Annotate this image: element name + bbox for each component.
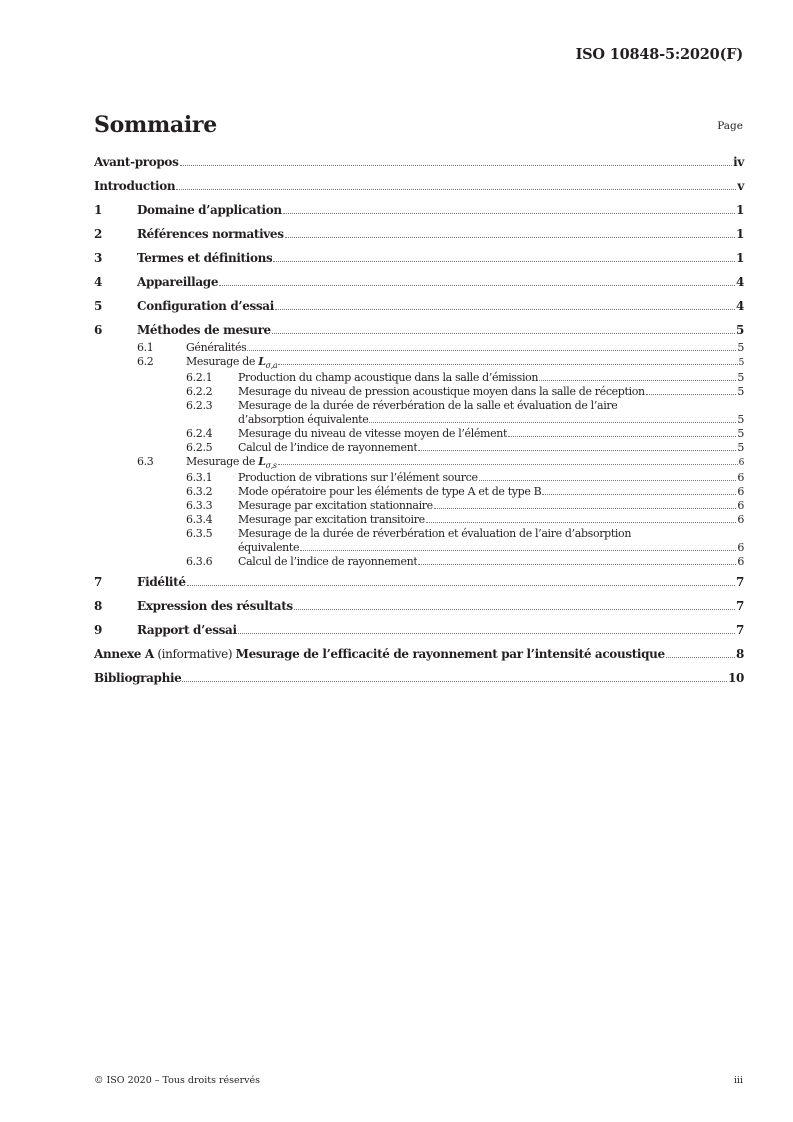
toc-entry-2[interactable] — [94, 227, 744, 251]
toc-entry-5[interactable] — [94, 299, 744, 323]
toc-entry-page: 4 — [736, 275, 744, 289]
dot-leader — [418, 450, 736, 451]
toc-entry-8[interactable] — [94, 599, 744, 623]
footer-copyright: © ISO 2020 – Tous droits réservés — [94, 1075, 261, 1086]
toc-entry-page: 5 — [737, 371, 744, 384]
toc-entry-page: 5 — [737, 441, 744, 454]
toc-entry-3[interactable] — [94, 251, 744, 275]
dot-leader — [275, 309, 735, 310]
toc-entry-6-3-4[interactable] — [94, 513, 744, 527]
toc-entry-page: 6 — [737, 485, 744, 498]
annex-label: Annexe A — [94, 647, 154, 661]
toc-entry-4[interactable] — [94, 275, 744, 299]
toc-entry-page: 1 — [736, 203, 744, 217]
symbol-subscript: σ,s — [265, 461, 277, 470]
table-of-contents — [94, 155, 744, 695]
toc-entry-text: Mesurage de la durée de réverbération et évaluation de l’aire d’absorption — [238, 527, 632, 540]
toc-entry-number: 5 — [94, 299, 102, 313]
dot-leader — [666, 657, 735, 658]
toc-entry-text: Domaine d’application — [137, 203, 282, 217]
toc-entry-avant-propos[interactable] — [94, 155, 744, 179]
dot-leader — [180, 165, 733, 166]
toc-entry-number: 6.3 — [137, 455, 154, 468]
toc-entry-6-3-1[interactable] — [94, 471, 744, 485]
toc-entry-page: 5 — [737, 413, 744, 426]
toc-entry-page: 7 — [736, 599, 744, 613]
toc-entry-number: 6.2.5 — [186, 441, 213, 454]
dot-leader — [508, 436, 736, 437]
toc-entry-number: 6.3.6 — [186, 555, 213, 568]
toc-entry-text: Fidélité — [137, 575, 186, 589]
toc-entry-page: 8 — [736, 647, 744, 661]
toc-entry-text: Termes et définitions — [137, 251, 273, 265]
toc-entry-text-prefix: Mesurage de — [186, 355, 259, 368]
toc-entry-number: 6.2.2 — [186, 385, 213, 398]
toc-entry-text: Références normatives — [137, 227, 284, 241]
toc-entry-introduction[interactable] — [94, 179, 744, 203]
toc-entry-number: 2 — [94, 227, 102, 241]
toc-entry-text: Mode opératoire pour les éléments de type A et de type B — [238, 485, 542, 498]
dot-leader — [278, 464, 738, 465]
toc-entry-7[interactable] — [94, 575, 744, 599]
symbol-l: L — [258, 355, 266, 368]
toc-entry-page: 6 — [737, 513, 744, 526]
toc-entry-number: 6.2.1 — [186, 371, 213, 384]
toc-entry-number: 6.2.4 — [186, 427, 213, 440]
toc-entry-number: 6 — [94, 323, 102, 337]
toc-entry-text: Bibliographie — [94, 671, 182, 685]
toc-entry-page: 5 — [737, 341, 744, 354]
toc-entry-text: Mesurage du niveau de pression acoustique moyen dans la salle de réception — [238, 385, 645, 398]
toc-entry-number: 6.2.3 — [186, 399, 213, 412]
toc-entry-6[interactable] — [94, 323, 744, 341]
toc-entry-page: 7 — [736, 623, 744, 637]
toc-entry-text: Calcul de l’indice de rayonnement — [238, 555, 418, 568]
dot-leader — [285, 237, 735, 238]
toc-entry-number: 9 — [94, 623, 102, 637]
dot-leader — [426, 522, 737, 523]
toc-entry-6-2-5[interactable] — [94, 441, 744, 455]
toc-entry-text: Mesurage par excitation stationnaire — [238, 499, 433, 512]
toc-entry-9[interactable] — [94, 623, 744, 647]
toc-entry-6-2-3-continuation[interactable] — [94, 413, 744, 427]
toc-entry-number: 8 — [94, 599, 102, 613]
toc-entry-number: 6.2 — [137, 355, 154, 368]
toc-entry-page: 6 — [737, 499, 744, 512]
toc-entry-text: équivalente — [238, 541, 300, 554]
toc-entry-page: 5 — [738, 358, 744, 368]
toc-entry-number: 6.3.3 — [186, 499, 213, 512]
toc-entry-number: 6.1 — [137, 341, 154, 354]
toc-entry-number: 1 — [94, 203, 102, 217]
toc-entry-page: 7 — [736, 575, 744, 589]
dot-leader — [646, 394, 737, 395]
toc-entry-1[interactable] — [94, 203, 744, 227]
toc-entry-number: 3 — [94, 251, 102, 265]
toc-entry-annex-a[interactable] — [94, 647, 744, 671]
dot-leader — [539, 380, 736, 381]
dot-leader — [278, 364, 737, 365]
dot-leader — [434, 508, 737, 509]
dot-leader — [283, 213, 735, 214]
toc-entry-page: 5 — [737, 385, 744, 398]
toc-entry-6-2-1[interactable] — [94, 371, 744, 385]
toc-entry-text: Mesurage par excitation transitoire — [238, 513, 425, 526]
toc-entry-page: 5 — [736, 323, 744, 337]
annex-title: Mesurage de l’efficacité de rayonnement par l’intensité acoustique — [235, 647, 665, 661]
toc-entry-number: 7 — [94, 575, 102, 589]
toc-entry-page: iv — [733, 155, 744, 169]
toc-entry-number: 4 — [94, 275, 102, 289]
toc-entry-6-3[interactable] — [94, 455, 744, 471]
footer-page-number: iii — [733, 1075, 743, 1086]
toc-entry-6-3-5[interactable] — [94, 527, 744, 541]
toc-entry-text: d’absorption équivalente — [238, 413, 369, 426]
symbol-l: L — [258, 455, 266, 468]
toc-entry-text: Appareillage — [137, 275, 219, 289]
toc-entry-text — [94, 647, 665, 661]
toc-entry-6-3-2[interactable] — [94, 485, 744, 499]
dot-leader — [300, 550, 736, 551]
dot-leader — [418, 564, 736, 565]
toc-entry-number: 6.3.1 — [186, 471, 213, 484]
toc-entry-6-2[interactable] — [94, 355, 744, 371]
toc-entry-text: Méthodes de mesure — [137, 323, 271, 337]
toc-entry-page: 6 — [737, 541, 744, 554]
toc-entry-text: Mesurage de la durée de réverbération de la salle et évaluation de l’aire — [238, 399, 618, 412]
page-title: Sommaire — [94, 112, 217, 138]
toc-entry-page: 1 — [736, 251, 744, 265]
toc-entry-page: v — [737, 179, 744, 193]
symbol-subscript: σ,a — [265, 361, 278, 370]
toc-entry-page: 6 — [737, 471, 744, 484]
toc-entry-text: Configuration d’essai — [137, 299, 274, 313]
toc-entry-page: 10 — [728, 671, 744, 685]
toc-entry-page: 5 — [737, 427, 744, 440]
toc-entry-text: Mesurage du niveau de vitesse moyen de l’élément — [238, 427, 508, 440]
toc-entry-page: 1 — [736, 227, 744, 241]
toc-entry-page: 4 — [736, 299, 744, 313]
page-column-label: Page — [717, 120, 743, 132]
dot-leader — [247, 350, 736, 351]
dot-leader — [182, 681, 727, 682]
toc-entry-page: 6 — [738, 458, 744, 468]
dot-leader — [238, 633, 735, 634]
toc-entry-6-1[interactable] — [94, 341, 744, 355]
toc-entry-number: 6.3.5 — [186, 527, 213, 540]
toc-entry-number: 6.3.4 — [186, 513, 213, 526]
toc-entry-6-3-6[interactable] — [94, 555, 744, 569]
toc-entry-text: Avant-propos — [94, 155, 179, 169]
annex-informative-tag: (informative) — [153, 647, 236, 661]
toc-entry-6-2-2[interactable] — [94, 385, 744, 399]
dot-leader — [294, 609, 735, 610]
dot-leader — [272, 333, 735, 334]
toc-entry-6-2-3[interactable] — [94, 399, 744, 413]
toc-entry-text: Production du champ acoustique dans la salle d’émission — [238, 371, 539, 384]
toc-entry-text: Production de vibrations sur l’élément source — [238, 471, 478, 484]
dot-leader — [187, 585, 735, 586]
dot-leader — [369, 422, 736, 423]
dot-leader — [176, 189, 736, 190]
toc-entry-6-3-3[interactable] — [94, 499, 744, 513]
toc-entry-text: Expression des résultats — [137, 599, 293, 613]
dot-leader — [542, 494, 736, 495]
toc-entry-number: 6.3.2 — [186, 485, 213, 498]
toc-entry-page: 6 — [737, 555, 744, 568]
document-code: ISO 10848-5:2020(F) — [575, 46, 743, 63]
dot-leader — [219, 285, 735, 286]
toc-entry-text: Généralités — [186, 341, 247, 354]
toc-entry-text-prefix: Mesurage de — [186, 455, 259, 468]
toc-entry-6-3-5-continuation[interactable] — [94, 541, 744, 555]
dot-leader — [273, 261, 735, 262]
toc-entry-text: Introduction — [94, 179, 176, 193]
toc-entry-bibliographie[interactable] — [94, 671, 744, 695]
toc-entry-6-2-4[interactable] — [94, 427, 744, 441]
toc-entry-text: Calcul de l’indice de rayonnement — [238, 441, 418, 454]
toc-entry-text: Rapport d’essai — [137, 623, 237, 637]
dot-leader — [479, 480, 737, 481]
